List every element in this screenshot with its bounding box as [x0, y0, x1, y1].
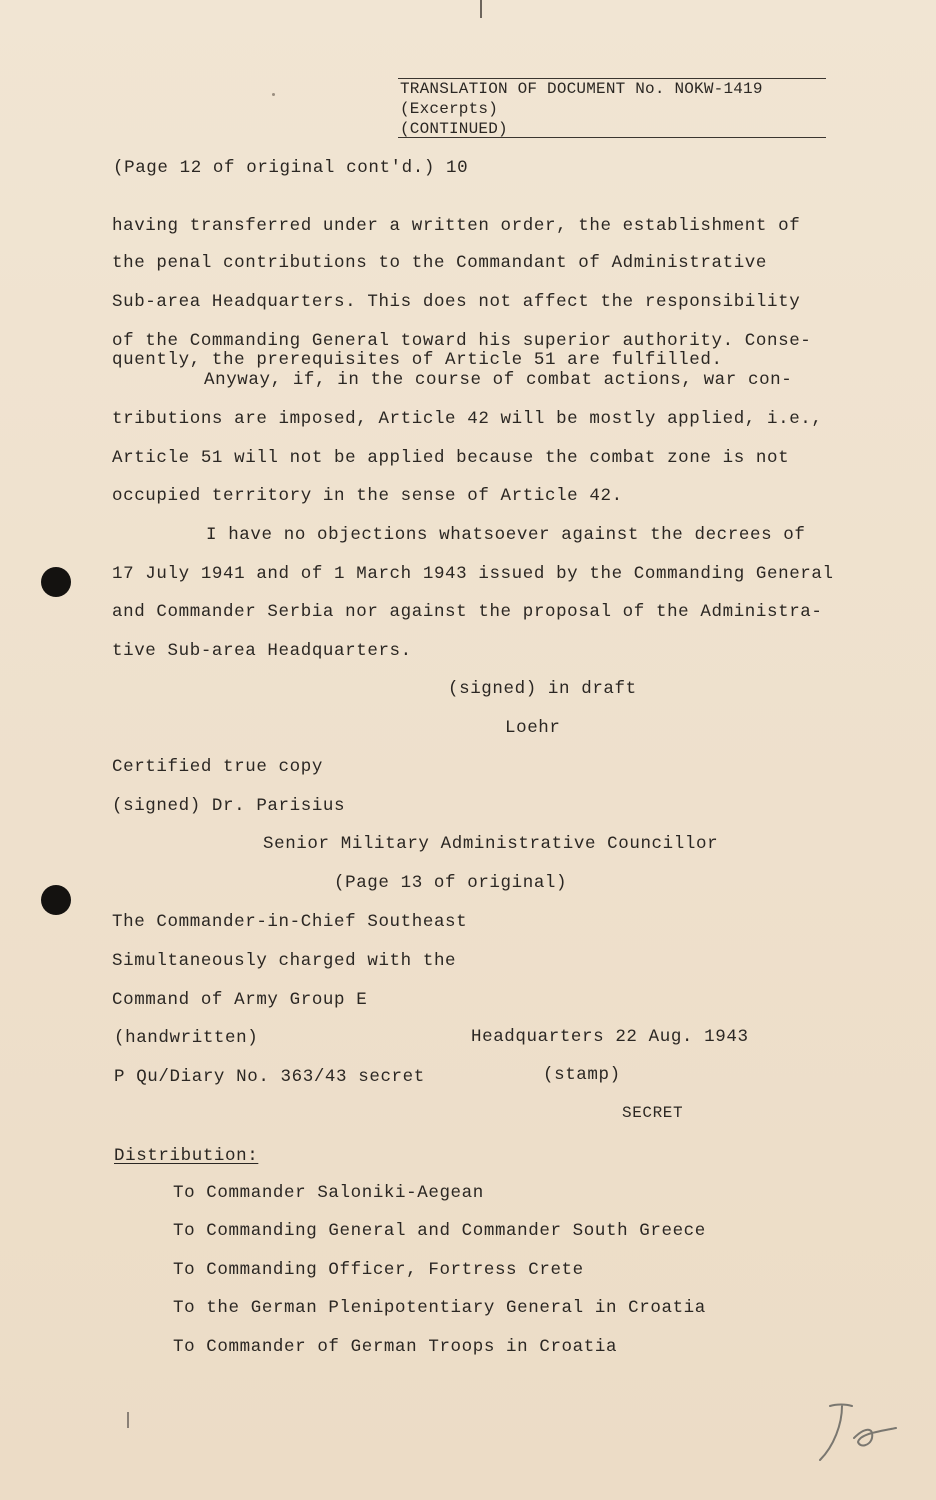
body-line: the penal contributions to the Commandant of Administrative	[112, 253, 768, 273]
headquarters-date: Headquarters 22 Aug. 1943	[471, 1027, 749, 1047]
body-line: of the Commanding General toward his superior authority. Conse-	[112, 331, 812, 351]
sender-line: Command of Army Group E	[112, 990, 368, 1010]
header-bottom-rule	[398, 137, 826, 138]
signatory-name: Loehr	[505, 718, 561, 738]
sender-line: Simultaneously charged with the	[112, 951, 457, 971]
body-line: quently, the prerequisites of Article 51 are fulfilled.	[112, 350, 723, 370]
body-line: 17 July 1941 and of 1 March 1943 issued by the Commanding General	[112, 564, 834, 584]
certified-true-copy: Certified true copy	[112, 757, 323, 777]
document-title: TRANSLATION OF DOCUMENT No. NOKW-1419	[400, 80, 763, 98]
page-reference: (Page 12 of original cont'd.) 10	[113, 158, 469, 178]
body-line: and Commander Serbia nor against the proposal of the Administra-	[112, 602, 823, 622]
body-line: having transferred under a written order, the establishment of	[112, 216, 801, 236]
distribution-item: To Commanding Officer, Fortress Crete	[173, 1260, 584, 1280]
certifier-signature: (signed) Dr. Parisius	[112, 796, 346, 816]
paper-speck	[272, 93, 275, 96]
continued-label: (CONTINUED)	[400, 120, 508, 138]
body-line: I have no objections whatsoever against the decrees of	[206, 525, 806, 545]
distribution-item: To the German Plenipotentiary General in Croatia	[173, 1298, 706, 1318]
secret-label: SECRET	[622, 1104, 684, 1122]
body-line: Anyway, if, in the course of combat actions, war con-	[204, 370, 793, 390]
signed-in-draft: (signed) in draft	[448, 679, 637, 699]
paper-speck	[480, 0, 482, 18]
body-line: occupied territory in the sense of Article 42.	[112, 486, 623, 506]
handwritten-initials	[812, 1398, 902, 1468]
body-line: tributions are imposed, Article 42 will be mostly applied, i.e.,	[112, 409, 823, 429]
excerpts-label: (Excerpts)	[400, 100, 499, 118]
page-13-reference: (Page 13 of original)	[334, 873, 568, 893]
punch-hole	[41, 885, 71, 915]
body-line: tive Sub-area Headquarters.	[112, 641, 412, 661]
punch-hole	[41, 567, 71, 597]
paper-speck	[127, 1412, 129, 1428]
stamp-note: (stamp)	[543, 1065, 621, 1085]
distribution-item: To Commander of German Troops in Croatia	[173, 1337, 618, 1357]
certifier-title: Senior Military Administrative Councillor	[263, 834, 719, 854]
sender-line: The Commander-in-Chief Southeast	[112, 912, 468, 932]
handwritten-note: (handwritten)	[114, 1028, 259, 1048]
body-line: Article 51 will not be applied because the combat zone is not	[112, 448, 790, 468]
distribution-item: To Commanding General and Commander South Greece	[173, 1221, 706, 1241]
distribution-heading: Distribution:	[114, 1146, 259, 1166]
distribution-item: To Commander Saloniki-Aegean	[173, 1183, 484, 1203]
diary-number: P Qu/Diary No. 363/43 secret	[114, 1067, 425, 1087]
body-line: Sub-area Headquarters. This does not affect the responsibility	[112, 292, 801, 312]
